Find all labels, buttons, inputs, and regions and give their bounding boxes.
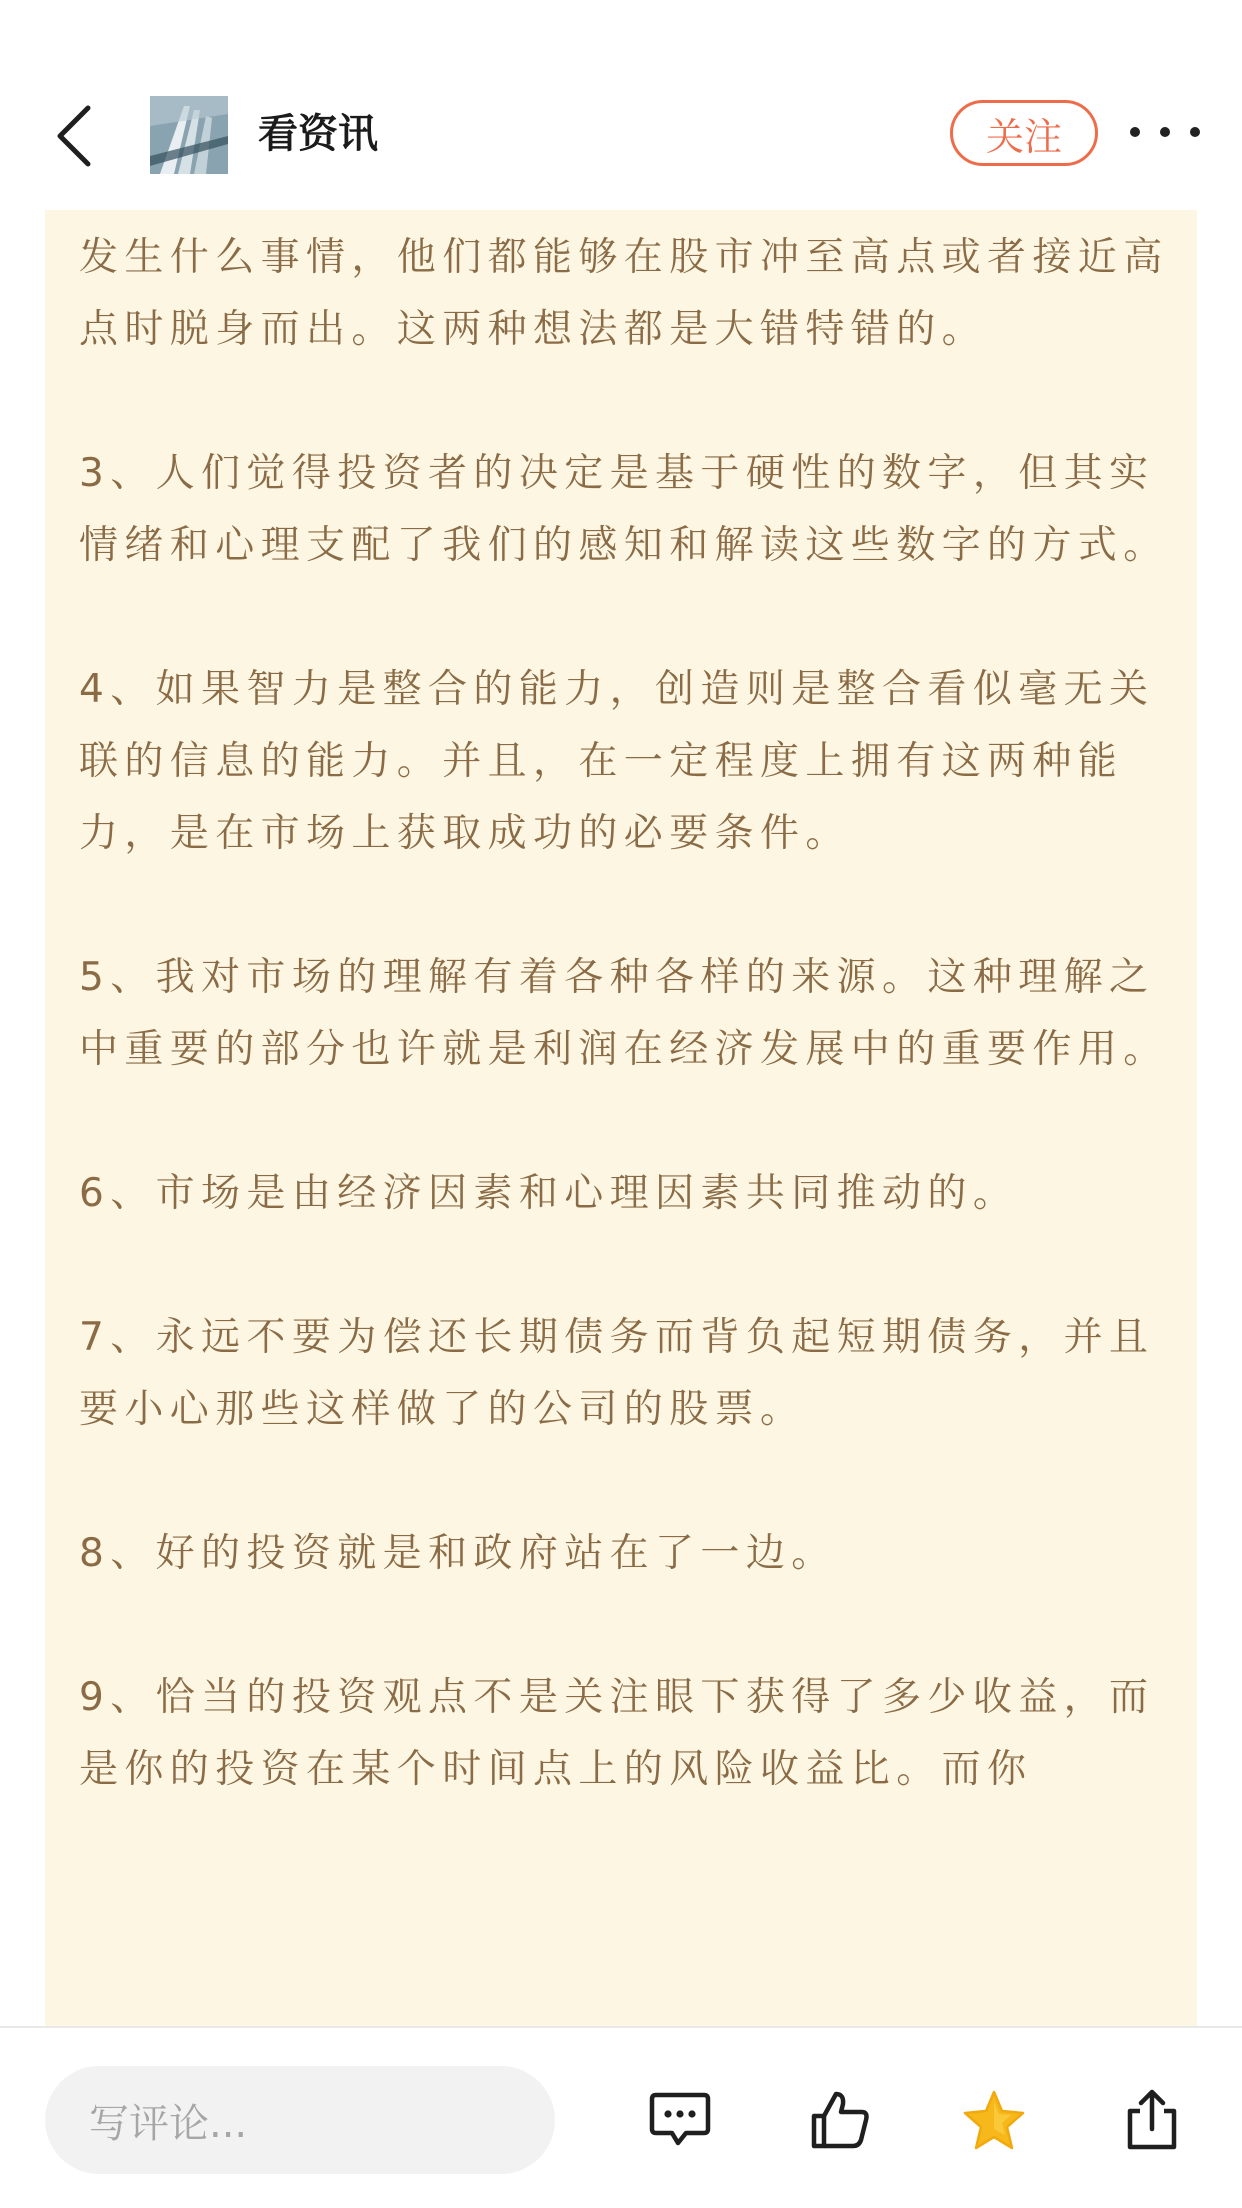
more-dot-icon (1190, 127, 1200, 137)
article-paragraph: 9、恰当的投资观点不是关注眼下获得了多少收益，而是你的投资在某个时间点上的风险收益比。而你 (79, 1675, 1155, 1792)
follow-button[interactable]: 关注 (950, 100, 1098, 166)
comment-input[interactable]: 写评论... (45, 2066, 555, 2174)
article-paragraph: 7、永远不要为偿还长期债务而背负起短期债务，并且要小心那些这样做了的公司的股票。 (79, 1315, 1155, 1432)
comment-icon (648, 2089, 712, 2151)
back-button[interactable] (44, 96, 104, 176)
article-paragraph: 5、我对市场的理解有着各种各样的来源。这种理解之中重要的部分也许就是利润在经济发展中的重要作用。 (79, 955, 1169, 1072)
article-paragraph: 6、市场是由经济因素和心理因素共同推动的。 (79, 1171, 1019, 1216)
like-button[interactable] (802, 2082, 878, 2158)
share-icon (1122, 2087, 1182, 2153)
bottom-action-bar (0, 2026, 1242, 2208)
favorite-button[interactable] (956, 2082, 1032, 2158)
article-paragraph: 发生什么事情，他们都能够在股市冲至高点或者接近高点时脱身而出。这两种想法都是大错特错的。 (79, 235, 1169, 352)
article-paragraph: 3、人们觉得投资者的决定是基于硬性的数字，但其实情绪和心理支配了我们的感知和解读这些数字的方式。 (79, 451, 1169, 568)
more-options-button[interactable] (1130, 112, 1200, 152)
account-name[interactable]: 看资讯 (258, 111, 378, 157)
article-paragraph: 4、如果智力是整合的能力，创造则是整合看似毫无关联的信息的能力。并且，在一定程度上拥有这两种能力，是在市场上获取成功的必要条件。 (79, 667, 1155, 856)
account-avatar[interactable] (150, 96, 228, 174)
more-dot-icon (1130, 127, 1140, 137)
more-dot-icon (1160, 127, 1170, 137)
article-content (79, 150, 1169, 1878)
top-nav-bar (0, 0, 1242, 210)
article-body[interactable] (45, 210, 1197, 2026)
article-paragraph: 8、好的投资就是和政府站在了一边。 (79, 1531, 837, 1576)
building-photo-icon (150, 96, 228, 174)
share-button[interactable] (1114, 2082, 1190, 2158)
favorite-star-icon (961, 2088, 1027, 2152)
chevron-left-icon (54, 104, 94, 168)
like-icon (808, 2088, 872, 2152)
comment-button[interactable] (642, 2082, 718, 2158)
